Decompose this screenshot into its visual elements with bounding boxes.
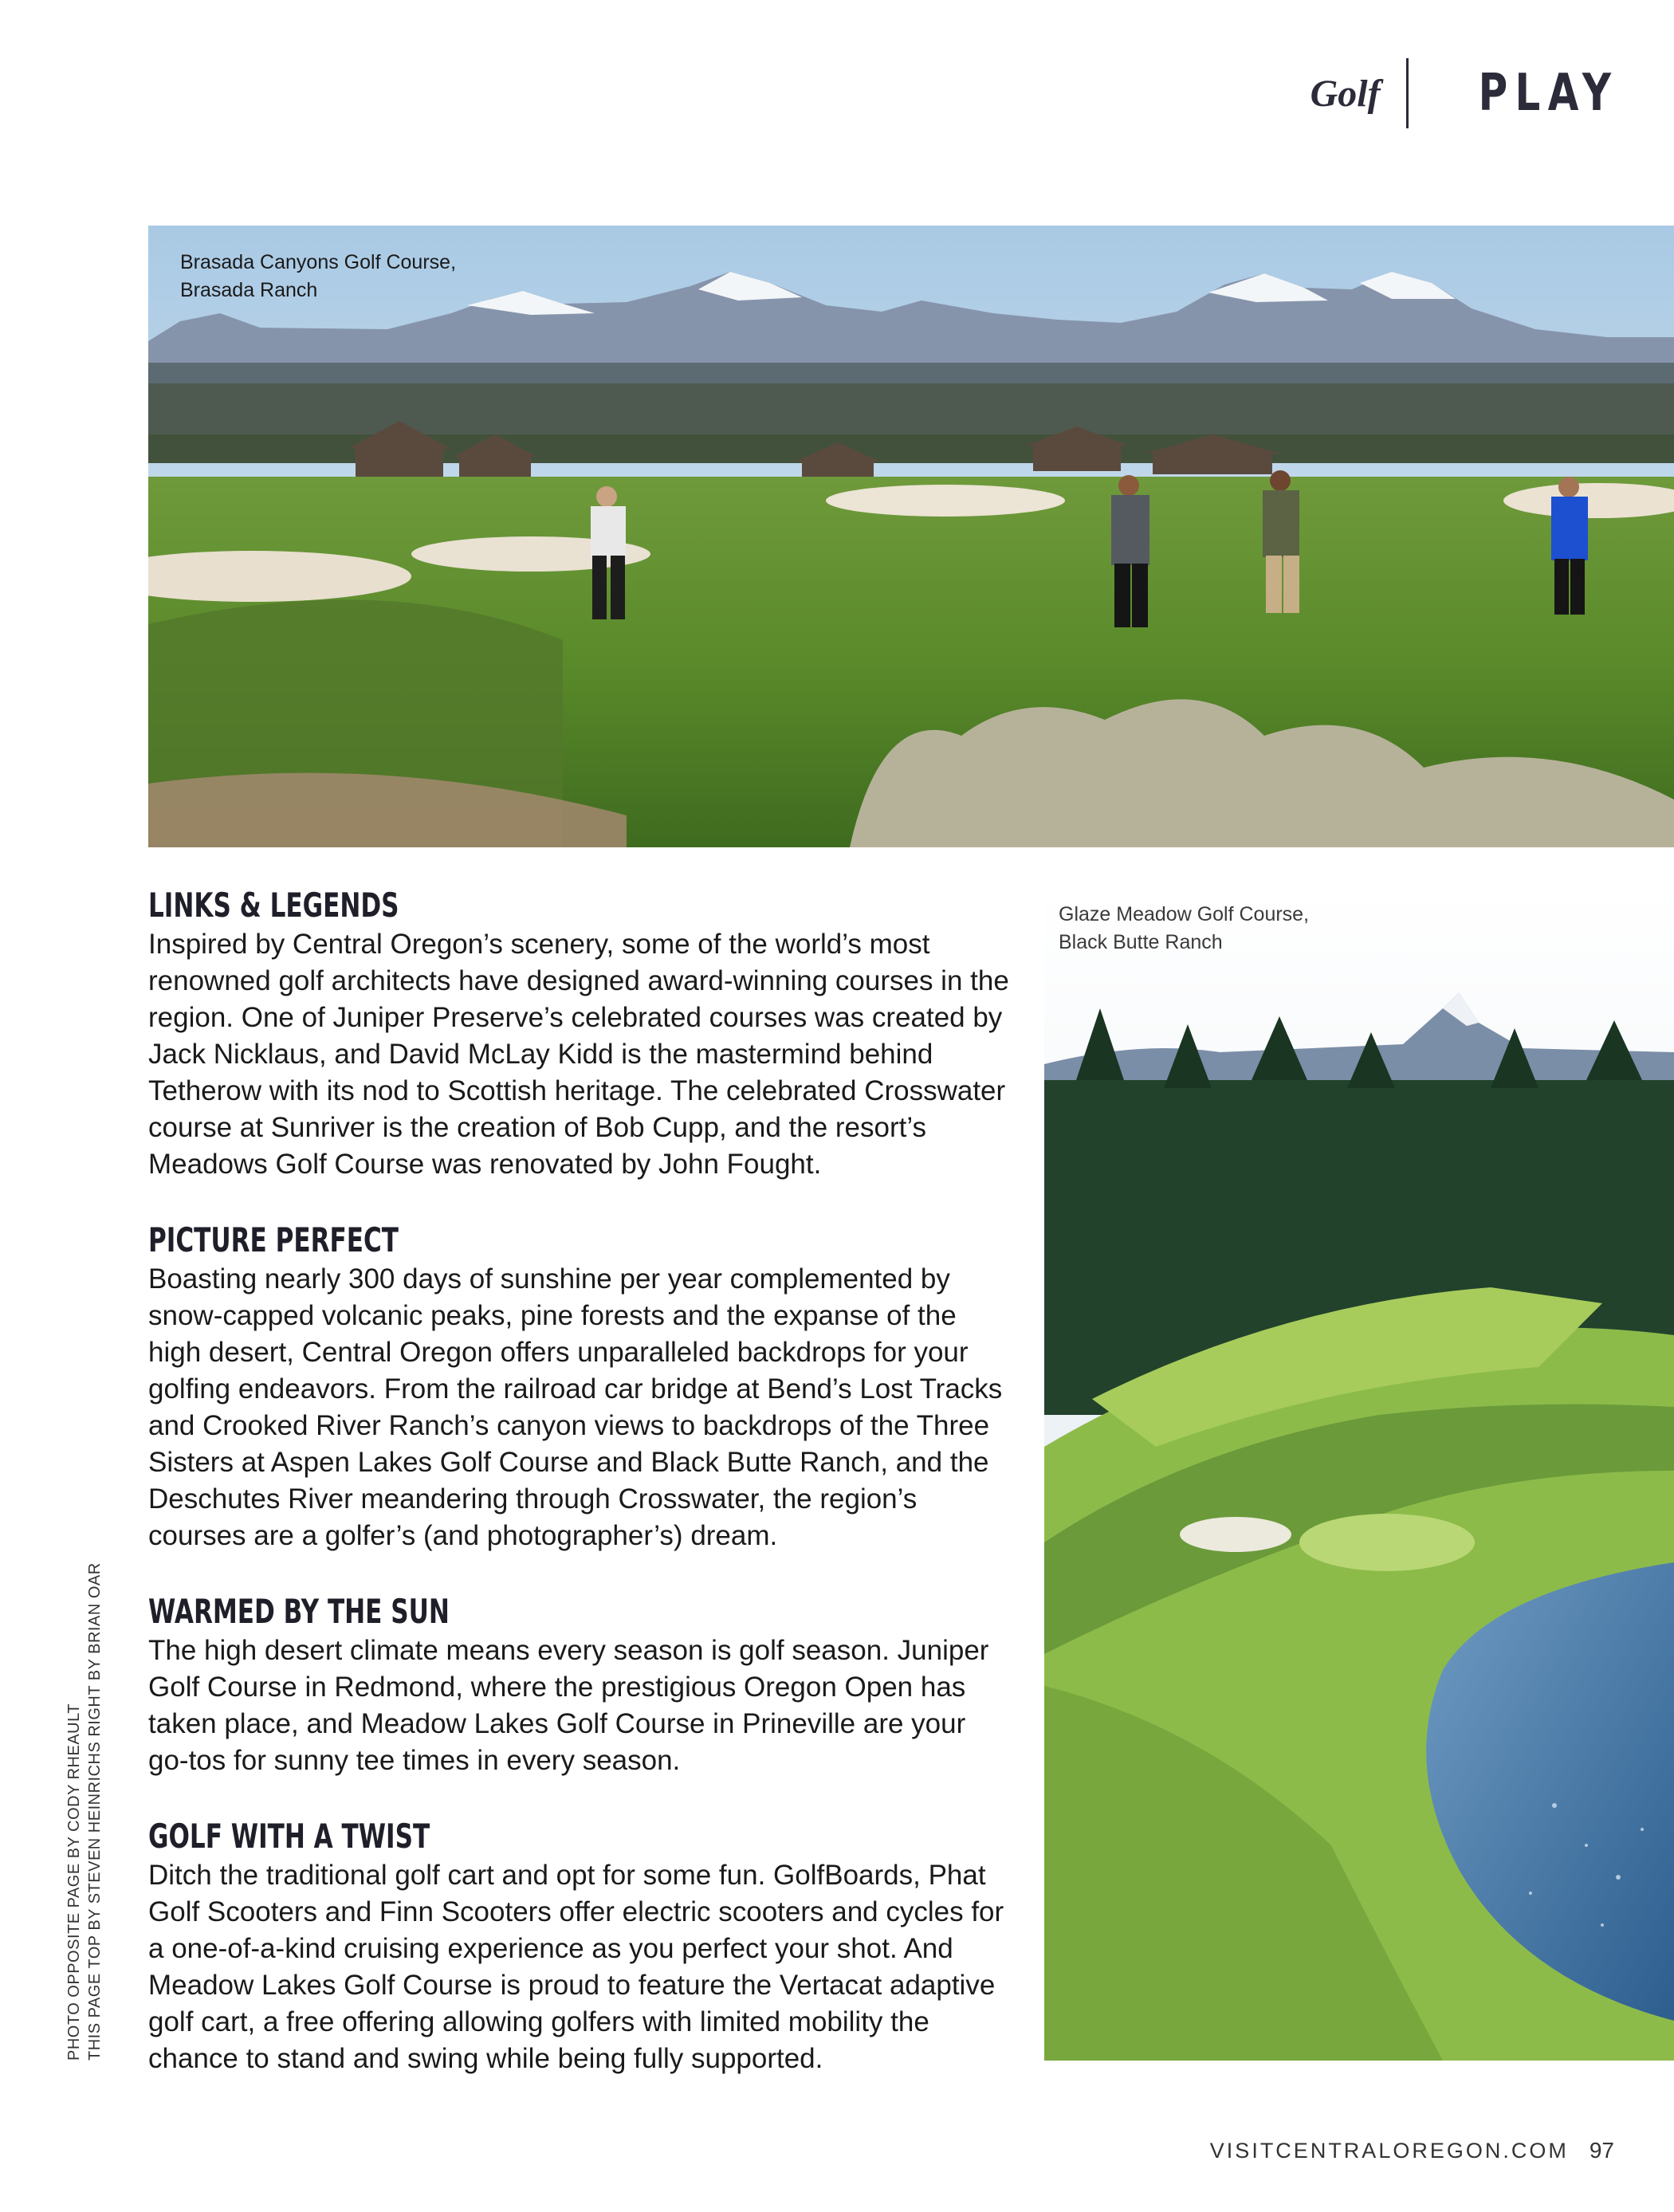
photo-caption-top bbox=[180, 249, 456, 304]
article-body bbox=[148, 885, 1009, 2114]
category-label: PLAY bbox=[1478, 64, 1618, 123]
page-number: 97 bbox=[1589, 2138, 1614, 2163]
glaze-meadow-photo bbox=[1044, 889, 1674, 2061]
photo-credit-line: PHOTO OPPOSITE PAGE BY CODY RHEAULT bbox=[65, 1703, 83, 2061]
section-heading: PICTURE PERFECT bbox=[148, 1220, 399, 1259]
section-paragraph: Boasting nearly 300 days of sunshine per year complemented by snow-capped volcanic peaks, pine forests and the expanse of the high desert, Central Oregon offers unparalleled backdrops for your golfing endeavors. From the railroad car bridge at Bend’s Lost Tracks and Crooked River Ranch’s canyon views to backdrops of the Three Sisters at Aspen Lakes Golf Course and Black Butte Ranch, and the Deschutes River meandering through Crosswater, the region’s courses are a golfer’s (and photographer’s) dream. bbox=[148, 1263, 1003, 1551]
caption-line: Black Butte Ranch bbox=[1059, 931, 1223, 953]
brasada-canyons-photo bbox=[148, 226, 1674, 847]
photo-credits bbox=[64, 1562, 105, 2061]
header-divider bbox=[1406, 58, 1409, 128]
photo-caption-right bbox=[1059, 901, 1309, 957]
footer-url: VISITCENTRALOREGON.COM bbox=[1209, 2139, 1569, 2163]
section-name: Golf bbox=[1310, 72, 1381, 115]
section-heading: GOLF WITH A TWIST bbox=[148, 1817, 430, 1856]
section-paragraph: The high desert climate means every season is golf season. Juniper Golf Course in Redmond, where the prestigious Oregon Open has taken place, and Meadow Lakes Golf Course in Prineville are your go-tos for sunny tee times in every season. bbox=[148, 1635, 989, 1776]
caption-line: Brasada Ranch bbox=[180, 279, 318, 301]
section-header bbox=[1311, 57, 1618, 129]
section-heading: WARMED BY THE SUN bbox=[148, 1592, 450, 1631]
golf-course-landscape-image bbox=[148, 226, 1674, 847]
caption-line: Glaze Meadow Golf Course, bbox=[1059, 903, 1310, 925]
caption-line: Brasada Canyons Golf Course, bbox=[180, 251, 457, 273]
section-paragraph: Ditch the traditional golf cart and opt for some fun. GolfBoards, Phat Golf Scooters and Finn Scooters offer electric scooters and cycles for a one-of-a-kind cruising experience as you perfect your shot. And Meadow Lakes Golf Course is proud to feature the Vertacat adaptive golf cart, a free offering allowing golfers with limited mobility the chance to stand and swing while being fully supported. bbox=[148, 1860, 1004, 2074]
section-heading: LINKS & LEGENDS bbox=[148, 886, 399, 925]
photo-credit-line: THIS PAGE TOP BY STEVEN HEINRICHS RIGHT BY BRIAN OAR bbox=[86, 1562, 104, 2061]
page-footer bbox=[1210, 2138, 1614, 2163]
section-paragraph: Inspired by Central Oregon’s scenery, some of the world’s most renowned golf architects have designed award-winning courses in the region. One of Juniper Preserve’s celebrated courses was created by Jack Nicklaus, and David McLay Kidd is the mastermind behind Tetherow with its nod to Scottish heritage. The celebrated Crosswater course at Sunriver is the creation of Bob Cupp, and the resort’s Meadows Golf Course was renovated by John Fought. bbox=[148, 929, 1009, 1180]
aerial-golf-course-image bbox=[1044, 889, 1674, 2061]
